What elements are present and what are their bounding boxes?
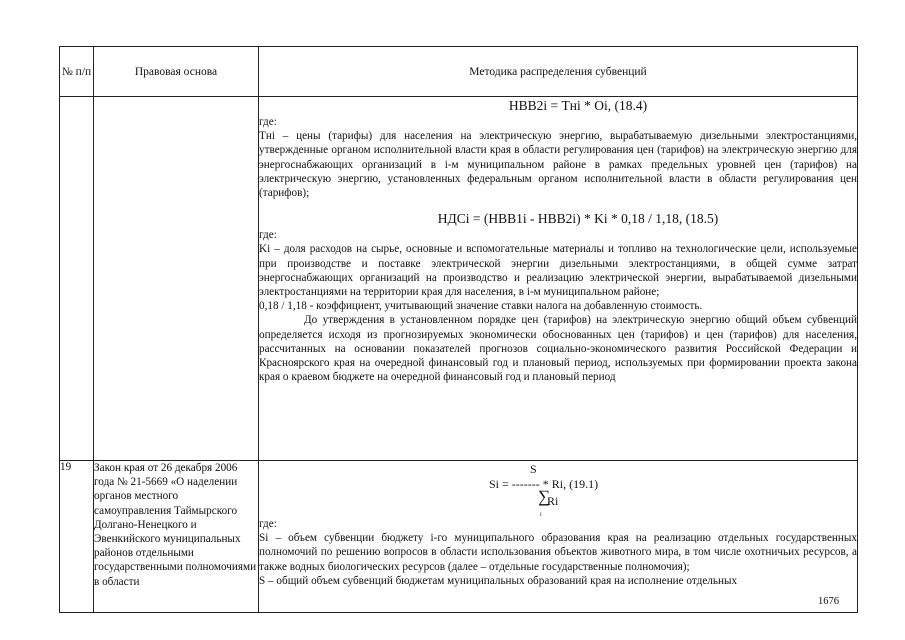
row-number: 19	[60, 461, 94, 613]
where-label: где:	[259, 229, 277, 242]
formula-main: Si = ------- * Ri, (19.1)	[489, 477, 599, 491]
s-definition: S – общий объем субвенций бюджетам муниципальных образований края на исполнение отдельных	[259, 574, 738, 587]
continuation-num-cell	[60, 97, 94, 461]
formula-18-4: НВВ2i = Тнi * Oi, (18.4)	[508, 98, 648, 113]
where-label: где:	[259, 518, 277, 530]
subvention-table	[59, 46, 858, 613]
header-num: № п/п	[60, 47, 94, 97]
coefficient-definition: 0,18 / 1,18 - коэффициент, учитывающий значение ставки налога на добавленную стоимость.	[259, 300, 703, 313]
header-legal-basis: Правовая основа	[94, 47, 259, 97]
table-header-row	[60, 47, 858, 97]
k-definition: Ki – доля расходов на сырье, основные и вспомогательные материалы и топливо на технологические цели, используемые при производстве и поставке электрической энергии дизельными электростанциями, в общей сумме затрат энергоснабжающих организаций на производство и реализацию электрической энергии, вырабатываемой дизельными электростанциями на территории края для населения, в i-м муниципальном районе;	[259, 243, 857, 299]
formula-18-5: НДСi = (НВВ1i - НВВ2i) * Ki * 0,18 / 1,18, (18.5)	[437, 211, 719, 227]
page-number: 1676	[818, 596, 839, 607]
forecast-paragraph: До утверждения в установленном порядке цен (тарифов) на электрическую энергию общий объем субвенций определяется исходя из прогнозируемых экономически обоснованных цен (тарифов) и цен (тарифов) для населения, рассчитанных на основании показателей прогнозов социально-экономического развития Российской Федерации и Красноярского края на очередной финансовый год и плановый период, используемых при формировании проекта закона края о краевом бюджете на очередной финансовый год и плановый период	[259, 314, 857, 384]
row19-method-cell	[259, 461, 858, 613]
where-label: где:	[259, 116, 277, 128]
legal-basis-text: Закон края от 26 декабря 2006 года № 21-5669 «О наделении органов местного самоуправления Таймырского Долгано-Ненецкого и Эвенкийского муниципальных районов отдельными государственными полномочиями в области	[94, 461, 259, 613]
formula-19-1	[259, 461, 857, 517]
table-row-continuation	[60, 97, 858, 461]
header-methodology: Методика распределения субвенций	[259, 47, 858, 97]
table-row-19	[60, 461, 858, 613]
continuation-basis-cell	[94, 97, 259, 461]
formula-denominator: Ri	[547, 494, 559, 508]
continuation-method-cell	[259, 97, 858, 461]
si-definition: Si – объем субвенции бюджету i-го муниципального образования края на реализацию отдельных государственных полномочий по решению вопросов в области использования объектов животного мира, в том числе охотничьих ресурсов, а также водных биологических ресурсов (далее – отдельные государственные полномочия);	[259, 532, 857, 573]
formula-numerator: S	[530, 462, 537, 476]
sum-index: i	[540, 512, 542, 518]
sum-symbol: ∑	[538, 487, 551, 506]
t-definition: Тнi – цены (тарифы) для населения на электрическую энергию, вырабатываемую дизельными электростанциями, утвержденные органом исполнительной власти края в области регулирования цен (тарифов) на электрическую энергию для энергоснабжающих организаций в i-м муниципальном районе в рамках предельных уровней цен (тарифов) на электрическую энергию, установленных федеральным органом исполнительной власти в области регулирования цен (тарифов);	[259, 130, 857, 200]
